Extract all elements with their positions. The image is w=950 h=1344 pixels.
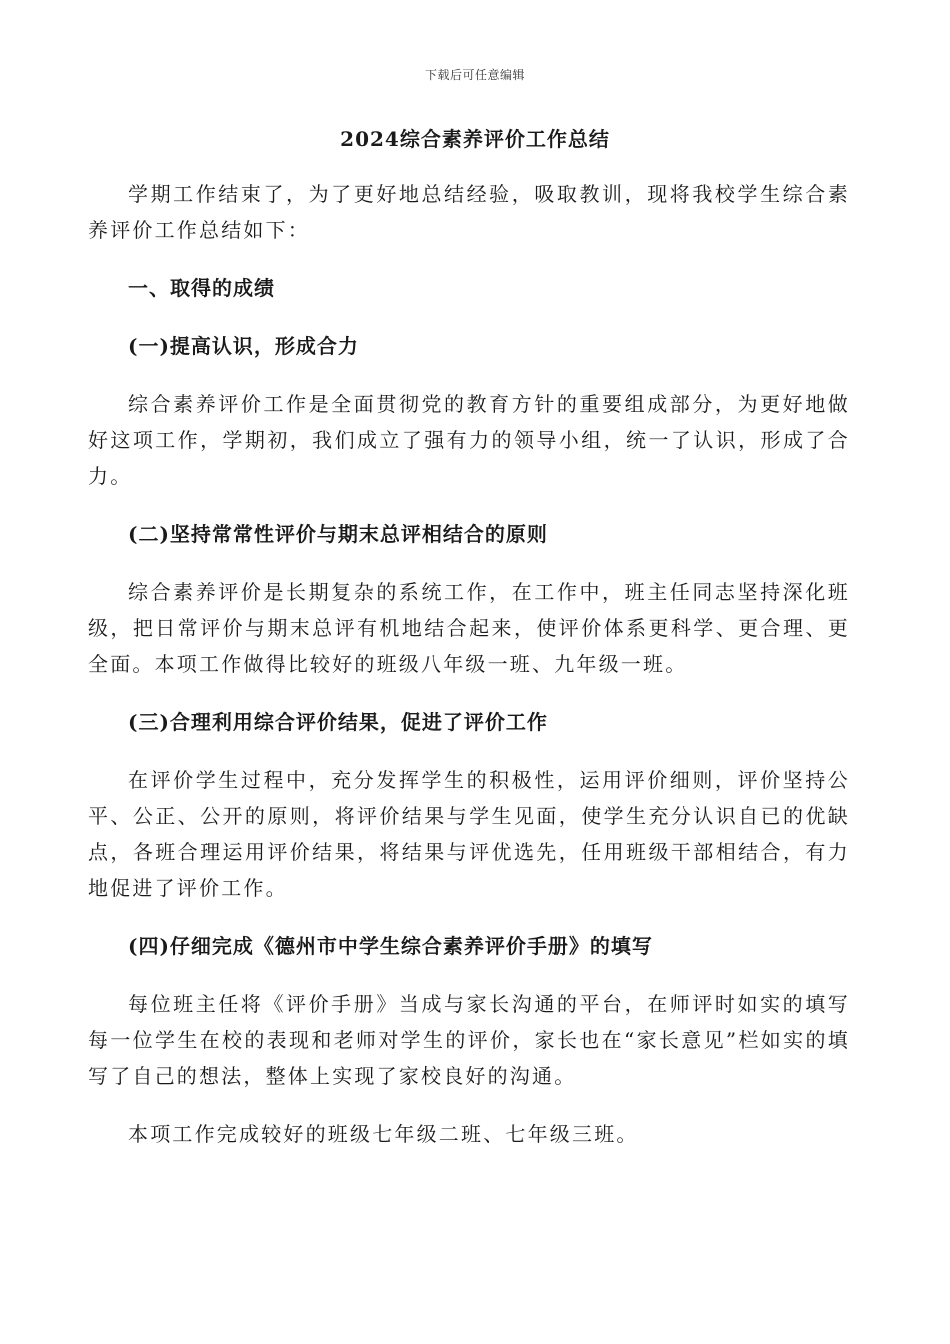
subsection-heading-1: (一)提高认识，形成合力 (128, 334, 359, 358)
subsection-paragraph-3: 在评价学生过程中，充分发挥学生的积极性，运用评价细则，评价坚持公平、公正、公开的原则，将评价结果与学生见面，使学生充分认识自已的优缺点，各班合理运用评价结果，将结果与评优选先，任用班级干部相结合，有力地促进了评价工作。 (88, 768, 850, 900)
subsection-paragraph-2: 综合素养评价是长期复杂的系统工作，在工作中，班主任同志坚持深化班级，把日常评价与期末总评有机地结合起来，使评价体系更科学、更合理、更全面。本项工作做得比较好的班级八年级一班、九年级一班。 (88, 580, 850, 676)
subsection-paragraph-4: 每位班主任将《评价手册》当成与家长沟通的平台，在师评时如实的填写每一位学生在校的表现和老师对学生的评价，家长也在“家长意见”栏如实的填写了自己的想法，整体上实现了家校良好的沟通。 (88, 992, 850, 1088)
intro-paragraph: 学期工作结束了，为了更好地总结经验，吸取教训，现将我校学生综合素养评价工作总结如下： (88, 182, 850, 242)
subsection-paragraph-4b: 本项工作完成较好的班级七年级二班、七年级三班。 (128, 1122, 639, 1146)
document-body (88, 176, 850, 1174)
subsection-heading-3: (三)合理利用综合评价结果，促进了评价工作 (128, 710, 548, 734)
header-note: 下载后可任意编辑 (424, 68, 525, 82)
subsection-heading-4: (四)仔细完成《德州市中学生综合素养评价手册》的填写 (128, 934, 653, 958)
document-title: 2024综合素养评价工作总结 (340, 127, 610, 151)
subsection-heading-2: (二)坚持常常性评价与期末总评相结合的原则 (128, 522, 548, 546)
subsection-paragraph-1: 综合素养评价工作是全面贯彻党的教育方针的重要组成部分，为更好地做好这项工作，学期初，我们成立了强有力的领导小组，统一了认识，形成了合力。 (88, 392, 850, 488)
section-heading: 一、取得的成绩 (128, 276, 275, 300)
